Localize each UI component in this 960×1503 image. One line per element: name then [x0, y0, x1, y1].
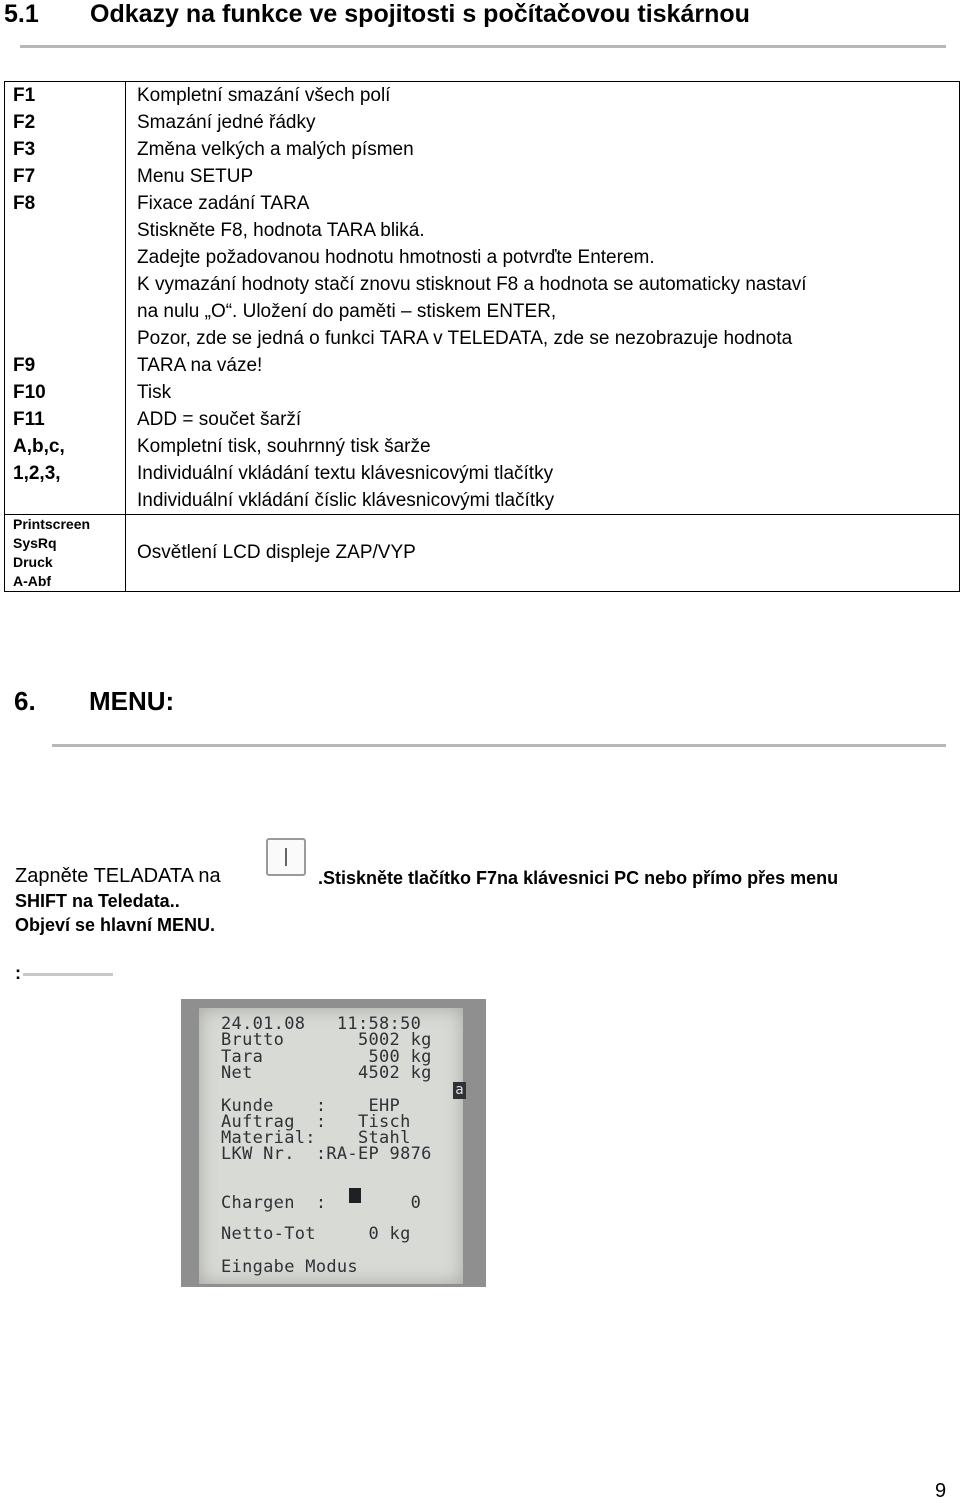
lcd-line: Chargen : 0 [221, 1193, 422, 1213]
colon-mark: : [15, 963, 21, 983]
description-text: Osvětlení LCD displeje ZAP/VYP [137, 542, 416, 563]
key-label: F8 [13, 193, 36, 214]
description-text: Zadejte požadovanou hodnotu hmotnosti a potvrďte Enterem. [137, 247, 655, 268]
key-label: A,b,c, [13, 436, 65, 457]
key-label: F10 [13, 382, 46, 403]
description-text: Stiskněte F8, hodnota TARA bliká. [137, 220, 425, 241]
key-label: F2 [13, 112, 36, 133]
lcd-line: Kunde : EHP [221, 1096, 401, 1116]
key-label: F9 [13, 355, 36, 376]
lcd-line: Net 4502 kg [221, 1063, 432, 1083]
key-cell [5, 82, 126, 515]
lcd-line: Auftrag : Tisch [221, 1112, 411, 1132]
section-heading [4, 0, 750, 29]
intro-text-line2: SHIFT na Teledata.. [15, 891, 180, 911]
menu-title: MENU: [89, 686, 175, 716]
intro-text: Zapněte TELADATA na [15, 865, 221, 887]
key-label: Printscreen [13, 516, 91, 532]
function-key-table [4, 81, 960, 592]
description-text: Kompletní tisk, souhrnný tisk šarže [137, 436, 431, 457]
intro-text-line3: Objeví se hlavní MENU. [15, 915, 216, 935]
description-text: Fixace zadání TARA [137, 193, 310, 214]
description-text: Pozor, zde se jedná o funkci TARA v TELEDATA, zde se nezobrazuje hodnota [137, 328, 793, 349]
section-number: 5.1 [4, 0, 39, 28]
section-title: Odkazy na funkce ve spojitosti s počítačovou tiskárnou [90, 0, 750, 28]
heading-rule [20, 45, 946, 48]
description-text: Smazání jedné řádky [137, 112, 316, 133]
underline-mark [23, 973, 113, 976]
description-text: na nulu „O“. Uložení do paměti – stiskem ENTER, [137, 301, 557, 322]
description-text: Individuální vkládání textu klávesnicovými tlačítky [137, 463, 554, 484]
description-text: Individuální vkládání číslic klávesnicovými tlačítky [137, 490, 555, 511]
menu-heading [14, 686, 174, 717]
description-text: Menu SETUP [137, 166, 254, 187]
key-label: F3 [13, 139, 36, 160]
key-label: F1 [13, 85, 36, 106]
intro-text-continued: .Stiskněte tlačítko F7na klávesnici PC nebo přímo přes menu [318, 868, 839, 888]
lcd-line: 24.01.08 11:58:50 [221, 1014, 422, 1034]
lcd-screen [199, 1008, 463, 1284]
description-cell [126, 515, 960, 592]
description-text: Změna velkých a malých písmen [137, 139, 414, 160]
table-row [5, 82, 960, 515]
description-cell [126, 82, 960, 515]
description-text: Tisk [137, 382, 172, 403]
key-icon [266, 838, 306, 876]
description-text: Kompletní smazání všech polí [137, 85, 391, 106]
key-label: SysRq [13, 535, 57, 551]
lcd-line: Material: Stahl [221, 1128, 411, 1148]
menu-number: 6. [14, 686, 36, 716]
key-label: F11 [13, 409, 45, 430]
mode-badge: a [453, 1082, 466, 1099]
table-row [5, 515, 960, 592]
lcd-line: Netto-Tot 0 kg [221, 1224, 411, 1244]
lcd-line: LKW Nr. :RA-EP 9876 [221, 1144, 432, 1164]
page-number: 9 [935, 1480, 947, 1502]
lcd-line: Eingabe Modus [221, 1257, 358, 1277]
description-text: ADD = součet šarží [137, 409, 302, 430]
key-label: A-Abf [13, 573, 52, 589]
description-text: K vymazání hodnoty stačí znovu stisknout F8 a hodnota se automaticky nastaví [137, 274, 807, 295]
lcd-photo [181, 999, 486, 1287]
key-label: Druck [13, 554, 53, 570]
key-label: F7 [13, 166, 36, 187]
key-cell [5, 515, 126, 592]
description-text: TARA na váze! [137, 355, 263, 376]
menu-rule [52, 744, 946, 747]
lcd-line: Brutto 5002 kg [221, 1030, 432, 1050]
lcd-line: Tara 500 kg [221, 1047, 432, 1067]
key-label: 1,2,3, [13, 463, 61, 484]
